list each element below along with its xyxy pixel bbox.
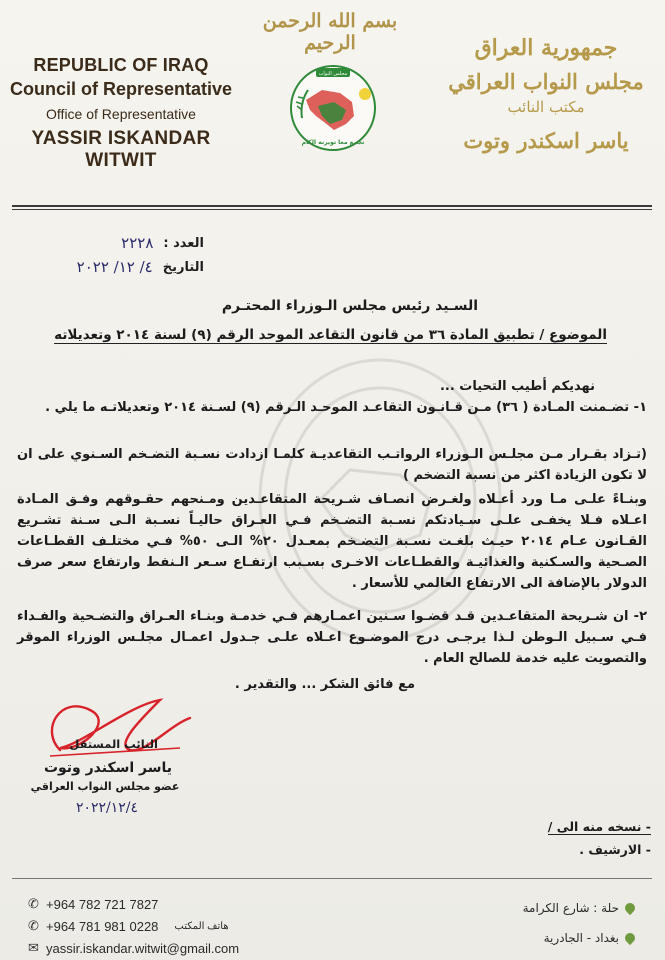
country-name-ar: جمهورية العراق	[474, 35, 618, 61]
subject-line	[47, 327, 607, 343]
number-label: العدد :	[163, 235, 204, 251]
phone-2-label: هاتف المكتب	[174, 920, 229, 932]
address-2: بغداد - الجادرية	[543, 931, 619, 945]
location-pin-icon	[623, 931, 637, 945]
date-label: التاريخ	[162, 259, 204, 275]
email-icon: ✉	[28, 940, 39, 955]
copies-block	[451, 819, 651, 865]
party-logo-icon	[288, 60, 378, 160]
logo-top-text: مجلس النواب	[318, 71, 348, 77]
number-value: ٢٢٢٨	[121, 234, 154, 252]
signature-title: النائب المستقل	[69, 737, 158, 751]
representative-name-ar: ياسر اسكندر وتوت	[463, 128, 629, 153]
country-name-en: REPUBLIC OF IRAQ	[33, 55, 209, 75]
copies-label: - نسخه منه الى /	[547, 819, 651, 834]
representative-name-en: YASSIR ISKANDAR WITWIT	[31, 128, 211, 171]
signature-role: عضو مجلس النواب العراقي	[30, 780, 180, 793]
reference-block	[14, 234, 204, 282]
paragraph-2: (تـزاد بقـرار مـن مجلـس الـوزراء الرواتـب التقاعديـة كلمـا ازدادت نسـبة التضـخم السـنوي على ان لا تكون الزيادة اكثر من نسبة التضخم )	[17, 447, 647, 483]
signature-date: ٢٠٢٢/١٢/٤	[75, 800, 139, 816]
phone-2[interactable]: +964 781 981 0228	[46, 918, 159, 934]
phone-icon: ✆	[28, 918, 39, 933]
council-name-ar: مجلس النواب العراقي	[448, 69, 644, 94]
location-pin-icon	[623, 901, 637, 915]
copies-archive: - الارشيف .	[579, 842, 651, 857]
closing-line: مع فائق الشكر ... والتقدير .	[234, 677, 415, 692]
paragraph-3: وبنـاءً علـى مـا ورد أعـلاه ولغـرض انصـاف شـريحة المتقاعـدين ومـنحهم حقـوقهم وفـق المـادة اعـلاه فـلا يخفـى علـى سـيادتكم نسـبة التضـخم فـي العـراق حاليـاً نسـبة الـى سـنة تشـريع القـانون عـام ٢٠١٤ حيـث بلغـت نسـبة التضـخم بمعـدل ٢٠% الـى ٥٠% فـي مختلـف القطـاعات الصـحية والسـكنية والغذائيـة والقطـاعات الاخـرى بسـبب ارتفـاع سـعر الـنفط وارتفاع سعر صرف الدولار بالإضافة الى الارتفاع العالمي للأسعار .	[17, 492, 647, 591]
council-name-en: Council of Representative	[9, 79, 233, 99]
address-1: حلة : شارع الكرامة	[522, 901, 619, 915]
footer-contacts	[28, 893, 328, 959]
logo-caption: تجمع معا تويرنه الكام	[301, 139, 365, 146]
paragraph-4: ٢- ان شـريحة المتقاعـدين قـد قضـوا سـنين اعمـارهم فـي خدمـة وبنـاء العـراق والتضـحية والفـداء فـي سـبيل الـوطن لـذا يرجـى درج الموضـوع اعـلاه علـى جـدول اعمـال مجلـس الوزراء الموقر والتصويت عليه خدمة للصالح العام .	[17, 609, 647, 666]
footer-addresses	[475, 893, 635, 953]
footer-divider	[12, 878, 652, 879]
header-divider-thin	[12, 209, 652, 210]
english-letterhead	[6, 55, 236, 172]
arabic-letterhead	[441, 35, 651, 153]
header-divider	[12, 205, 652, 207]
addressee: السـيد رئيس مجلس الـوزراء المحتـرم	[221, 298, 479, 314]
paragraph-1: ١- تضـمنت المـادة ( ٣٦) مـن قـانـون التقاعـد الموحـد الـرقم (٩) لسـنة ٢٠١٤ وتعديلاتـه ما يلي .	[45, 400, 647, 415]
greeting: نهديكم أطيب التحيات ...	[439, 379, 595, 394]
phone-icon: ✆	[28, 896, 39, 911]
subject-text: الموضوع / تطبيق المادة ٣٦ من قانون التقاعد الموحد الرقم (٩) لسنة ٢٠١٤ وتعديلاته	[54, 327, 607, 343]
office-name-ar: مكتب النائب	[507, 98, 585, 116]
phone-1[interactable]: +964 782 721 7827	[46, 896, 159, 912]
date-value: ٤/ ١٢/ ٢٠٢٢	[76, 258, 153, 276]
office-name-en: Office of Representative	[46, 106, 196, 122]
signature-name: ياسر اسكندر وتوت	[43, 760, 173, 776]
email[interactable]: yassir.iskandar.witwit@gmail.com	[46, 940, 240, 956]
basmala: بسم الله الرحمن الرحيم	[262, 10, 398, 54]
